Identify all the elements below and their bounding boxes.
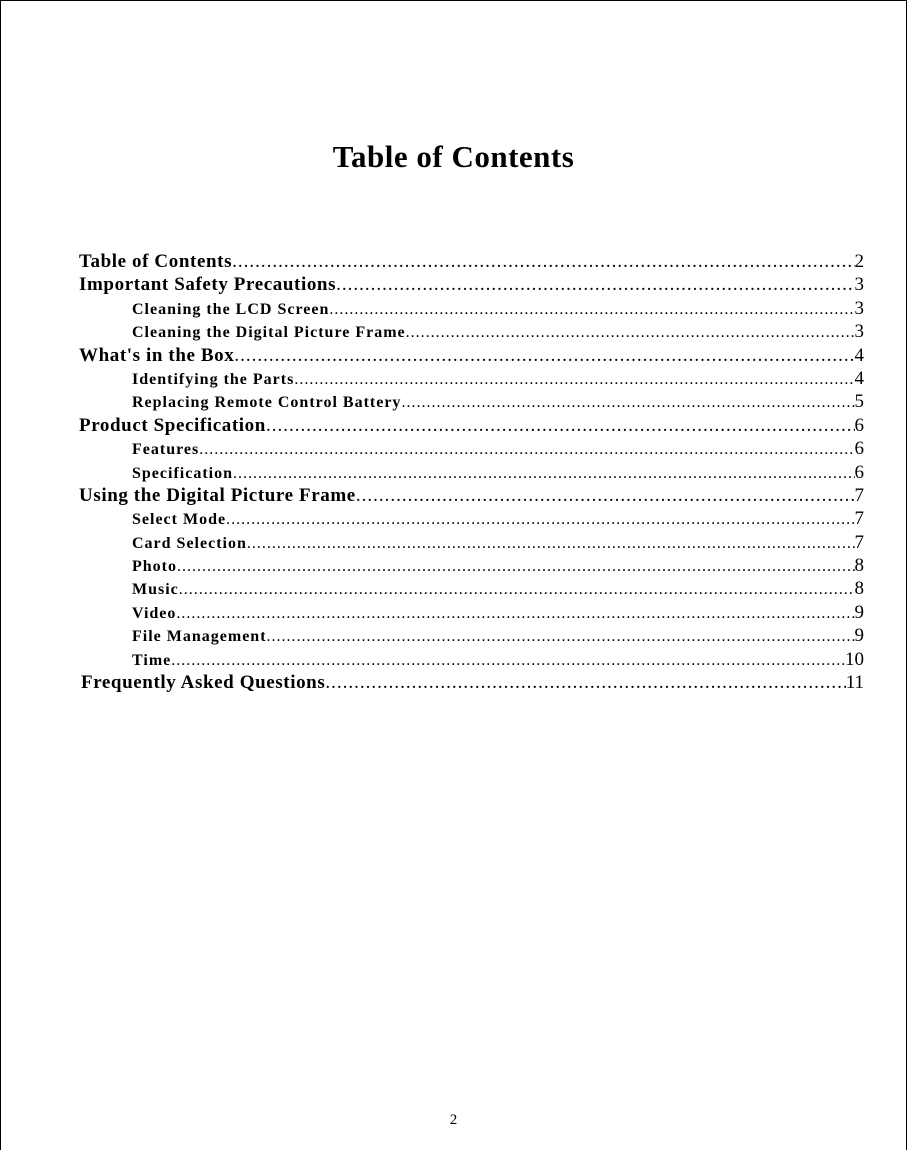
- toc-entry: [79, 485, 864, 508]
- toc-entry-page: 3: [854, 321, 864, 343]
- toc-subentry: [79, 625, 864, 648]
- toc-entry-label: What's in the Box: [79, 344, 235, 366]
- toc-entry-label: Select Mode: [132, 511, 227, 529]
- toc-entry-page: 7: [854, 484, 864, 506]
- toc-subentry: [79, 368, 864, 391]
- toc-entry-page: 3: [854, 297, 864, 319]
- toc-entry-page: 7: [854, 531, 864, 553]
- dot-leader: [226, 511, 854, 529]
- toc-entry-page: 9: [854, 601, 864, 623]
- toc-entry-page: 4: [854, 344, 864, 366]
- toc-entry-label: Specification: [132, 464, 233, 482]
- toc-entry-page: 8: [854, 555, 864, 577]
- toc-entry-label: Features: [132, 441, 200, 459]
- toc-subentry: [79, 602, 864, 625]
- dot-leader: [247, 535, 855, 553]
- toc-entry-page: 7: [854, 508, 864, 530]
- toc-subentry: [79, 508, 864, 531]
- dot-leader: [234, 345, 854, 367]
- toc-subentry: [79, 649, 864, 672]
- toc-entry-page: 6: [854, 414, 864, 436]
- toc-entry-page: 4: [854, 367, 864, 389]
- dot-leader: [267, 628, 855, 646]
- toc-entry-label: Replacing Remote Control Battery: [132, 394, 402, 412]
- toc-entry: [79, 251, 864, 274]
- toc-subentry: [79, 391, 864, 414]
- toc-entry-label: Identifying the Parts: [132, 370, 295, 388]
- toc-entry-page: 6: [854, 438, 864, 460]
- toc-subentry: [79, 298, 864, 321]
- toc-entry-label: Video: [132, 604, 177, 622]
- toc-entry: [79, 345, 864, 368]
- toc-entry: [79, 274, 864, 297]
- toc-entry-label: Card Selection: [132, 534, 247, 552]
- toc-entry-page: 6: [854, 461, 864, 483]
- toc-subentry: [79, 438, 864, 461]
- dot-leader: [179, 581, 855, 599]
- toc-entry-label: Important Safety Precautions: [79, 274, 337, 296]
- toc-entry-page: 11: [845, 672, 864, 694]
- toc-subentry: [79, 532, 864, 555]
- toc-subentry: [79, 578, 864, 601]
- dot-leader: [325, 672, 845, 694]
- toc-entry-page: 10: [845, 648, 864, 670]
- toc-entry-page: 3: [854, 274, 864, 296]
- page-number: 2: [449, 1112, 458, 1128]
- toc-entry: [79, 672, 864, 695]
- dot-leader: [176, 605, 854, 623]
- toc-entry-label: Product Specification: [79, 414, 266, 436]
- toc-entry-label: Using the Digital Picture Frame: [79, 484, 356, 506]
- toc-entry-page: 5: [854, 391, 864, 413]
- dot-leader: [171, 652, 845, 670]
- toc-entry-label: Photo: [132, 558, 177, 576]
- toc-subentry: [79, 462, 864, 485]
- toc-entry-label: Cleaning the Digital Picture Frame: [132, 324, 406, 342]
- dot-leader: [401, 394, 854, 412]
- dot-leader: [406, 324, 855, 342]
- dot-leader: [329, 301, 854, 319]
- page-title: Table of Contents: [332, 139, 575, 174]
- toc-entry-label: Table of Contents: [79, 251, 233, 272]
- toc-entry-label: Cleaning the LCD Screen: [132, 300, 330, 318]
- dot-leader: [199, 441, 854, 459]
- toc-entry-label: Time: [132, 651, 172, 669]
- dot-leader: [233, 465, 855, 483]
- toc-entry-page: 9: [854, 625, 864, 647]
- dot-leader: [356, 485, 855, 507]
- dot-leader: [232, 251, 854, 273]
- toc-entry-label: Frequently Asked Questions: [81, 672, 326, 694]
- toc-entry-page: 8: [854, 578, 864, 600]
- toc-entry-label: File Management: [132, 628, 267, 646]
- dot-leader: [294, 371, 854, 389]
- toc-entry: [79, 415, 864, 438]
- dot-leader: [266, 415, 855, 437]
- toc-entry-page: 2: [854, 251, 864, 272]
- dot-leader: [177, 558, 855, 576]
- dot-leader: [336, 274, 854, 296]
- toc-list: [79, 251, 864, 695]
- toc-entry-label: Music: [132, 581, 179, 599]
- toc-subentry: [79, 321, 864, 344]
- toc-subentry: [79, 555, 864, 578]
